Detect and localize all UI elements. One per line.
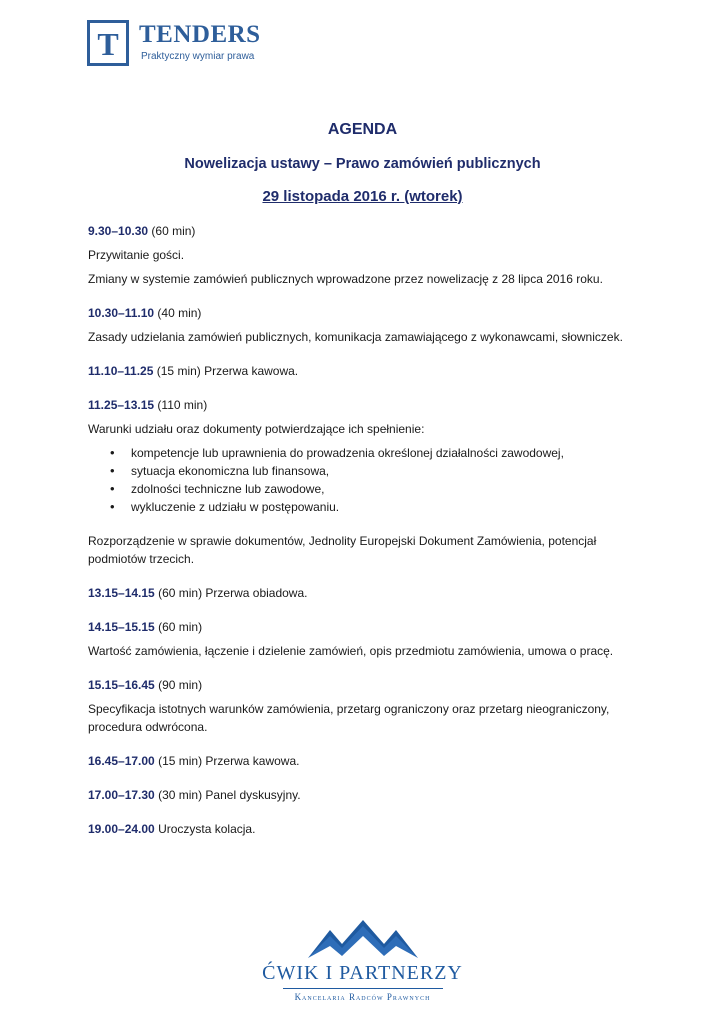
firm-name: ĆWIK I PARTNERZY bbox=[262, 962, 463, 984]
logo-tagline: Praktyczny wymiar prawa bbox=[141, 51, 255, 62]
session-heading bbox=[88, 304, 648, 322]
conditions-list bbox=[88, 444, 648, 516]
session-duration: (40 min) bbox=[157, 306, 202, 320]
firm-divider bbox=[283, 988, 443, 989]
session-time: 17.00–17.30 bbox=[88, 788, 155, 802]
page-title: AGENDA bbox=[327, 121, 398, 138]
firm-subtitle: Kancelaria Radców Prawnych bbox=[294, 992, 431, 1002]
cwik-partnerzy-logo bbox=[0, 918, 725, 1002]
list-item: • zdolności techniczne lub zawodowe, bbox=[88, 480, 648, 498]
session-heading bbox=[88, 676, 648, 694]
session-duration: (15 min) Przerwa kawowa. bbox=[156, 364, 299, 378]
session-time: 10.30–11.10 bbox=[88, 306, 155, 320]
list-item: • sytuacja ekonomiczna lub finansowa, bbox=[88, 462, 648, 480]
logo-text bbox=[139, 20, 261, 62]
session-time: 16.45–17.00 bbox=[88, 754, 155, 768]
session-time: 15.15–16.45 bbox=[88, 678, 155, 692]
session-duration: (15 min) Przerwa kawowa. bbox=[158, 754, 300, 768]
session-text: Zasady udzielania zamówień publicznych, komunikacja zamawiającego z wykonawcami, słowniczek. bbox=[88, 330, 623, 344]
session-text: Wartość zamówienia, łączenie i dzielenie zamówień, opis przedmiotu zamówienia, umowa o pracę. bbox=[88, 644, 614, 658]
list-item: • kompetencje lub uprawnienia do prowadzenia określonej działalności zawodowej, bbox=[88, 444, 648, 462]
session-heading bbox=[88, 222, 648, 240]
session-heading bbox=[88, 618, 648, 636]
session-duration: (90 min) bbox=[158, 678, 203, 692]
session-duration: (110 min) bbox=[157, 398, 208, 412]
session-heading bbox=[88, 396, 648, 414]
session-time: 11.25–13.15 bbox=[88, 398, 155, 412]
session-time: 19.00–24.00 bbox=[88, 822, 155, 836]
session-time: 14.15–15.15 bbox=[88, 620, 155, 634]
session-heading bbox=[88, 752, 648, 770]
event-date: 29 listopada 2016 r. (wtorek) bbox=[262, 188, 463, 205]
session-heading bbox=[88, 584, 648, 602]
session-duration: Uroczysta kolacja. bbox=[158, 822, 256, 836]
session-heading bbox=[88, 362, 648, 380]
mountains-icon bbox=[308, 918, 418, 958]
logo-name: TENDERS bbox=[139, 21, 261, 48]
session-duration: (60 min) bbox=[158, 620, 203, 634]
session-duration: (60 min) Przerwa obiadowa. bbox=[158, 586, 308, 600]
logo-letter: T bbox=[97, 26, 119, 62]
session-text: Zmiany w systemie zamówień publicznych wprowadzone przez nowelizację z 28 lipca 2016 roku. bbox=[88, 272, 603, 286]
session-text: Specyfikacja istotnych warunków zamówienia, przetarg ograniczony oraz przetarg nieograniczony, procedura odwrócona. bbox=[88, 702, 610, 734]
session-text: Przywitanie gości. bbox=[88, 248, 185, 262]
session-time: 11.10–11.25 bbox=[88, 364, 154, 378]
session-heading bbox=[88, 820, 648, 838]
session-duration: (60 min) bbox=[151, 224, 196, 238]
page-subtitle: Nowelizacja ustawy – Prawo zamówień publicznych bbox=[184, 156, 541, 172]
list-item: • wykluczenie z udziału w postępowaniu. bbox=[88, 498, 648, 516]
session-text: Warunki udziału oraz dokumenty potwierdzające ich spełnienie: bbox=[88, 422, 425, 436]
agenda-body bbox=[88, 222, 648, 854]
session-time: 13.15–14.15 bbox=[88, 586, 155, 600]
session-text: Rozporządzenie w sprawie dokumentów, Jednolity Europejski Dokument Zamówienia, potencjał podmiotów trzecich. bbox=[88, 534, 597, 566]
tenders-logo-mark bbox=[87, 20, 129, 66]
session-time: 9.30–10.30 bbox=[88, 224, 149, 238]
session-duration: (30 min) Panel dyskusyjny. bbox=[158, 788, 301, 802]
session-heading bbox=[88, 786, 648, 804]
tenders-logo bbox=[87, 20, 261, 66]
